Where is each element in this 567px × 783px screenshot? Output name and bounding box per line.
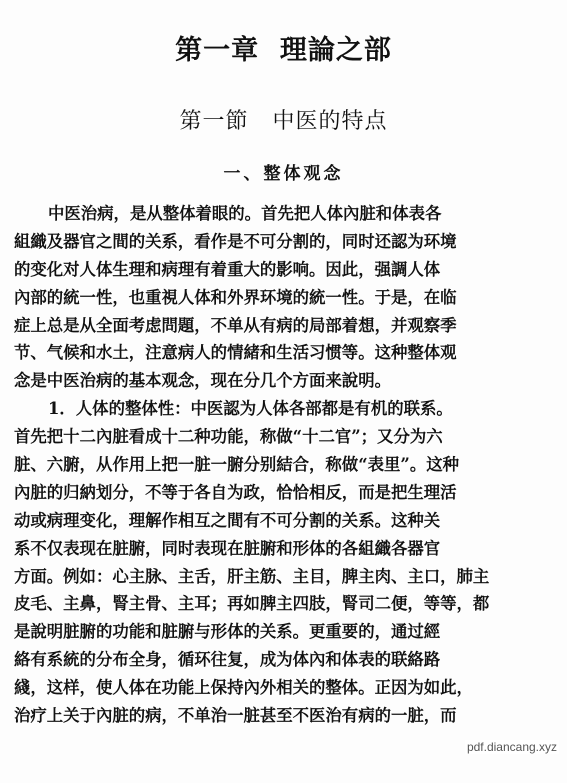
text-line: 首先把十二內脏看成十二种功能，称做“十二官”；又分为六 (14, 427, 443, 447)
text-line: 1．人体的整体性：中医認为人体各部都是有机的联系。 (48, 399, 453, 419)
text-line: 組織及器官之間的关系，看作是不可分割的，同时还認为环境 (14, 231, 457, 251)
text-line: 脏、六腑，从作用上把一脏一腑分别結合，称做“表里”。这种 (14, 455, 460, 475)
text-line: 治疗上关于內脏的病，不单治一脏甚至不医治有病的一脏，而 (14, 706, 457, 726)
subsection-title: 一、整体观念 (223, 164, 344, 184)
text-line: 內脏的归納划分，不等于各自为政，恰恰相反，而是把生理活 (14, 482, 457, 502)
body-text (14, 200, 554, 730)
text-line: 是說明脏腑的功能和脏腑与形体的关系。更重要的，通过經 (14, 622, 441, 642)
text-line: 动或病理变化，理解作相互之間有不可分割的关系。这种关 (14, 510, 441, 530)
text-line: 念是中医治病的基本观念，现在分几个方面来說明。 (14, 371, 391, 391)
text-line: 方面。例如：心主脉、主舌，肝主筋、主目，脾主肉、主口，肺主 (14, 566, 490, 586)
text-line: 絡有系統的分布全身，循环往复，成为体內和体表的联絡路 (14, 650, 441, 670)
text-line: 的变化对人体生理和病理有着重大的影响。因此，强調人体 (14, 259, 441, 279)
section-title: 第一節 中医的特点 (179, 109, 388, 134)
text-line: 內部的統一性，也重視人体和外界环境的統一性。于是，在临 (14, 287, 457, 307)
text-line: 中医治病，是从整体着眼的。首先把人体內脏和体表各 (48, 204, 442, 223)
watermark-text: pdf.diancang.xyz (466, 740, 557, 754)
text-line: 节、气候和水土，注意病人的情緒和生活习惯等。这种整体观 (14, 343, 457, 363)
text-line: 症上总是从全面考虑問題，不单从有病的局部着想，并观察季 (14, 315, 457, 335)
text-line: 綫，这样，使人体在功能上保持內外相关的整体。正因为如此， (14, 678, 473, 698)
text-line: 系不仅表现在脏腑，同时表现在脏腑和形体的各組織各器官 (14, 538, 441, 558)
text-line: 皮毛、主鼻，腎主骨、主耳；再如脾主四肢，腎司二便，等等，都 (14, 594, 490, 614)
chapter-title: 第一章 理論之部 (175, 35, 392, 66)
